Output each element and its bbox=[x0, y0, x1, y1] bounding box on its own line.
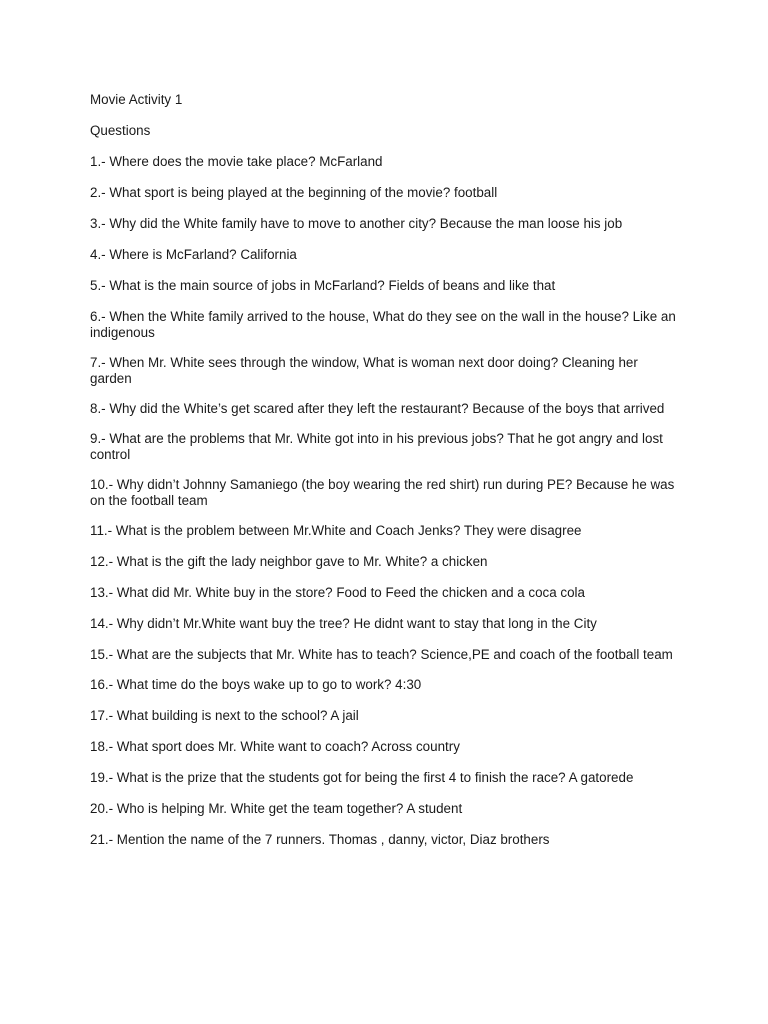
question-item-4: 4.- Where is McFarland? California bbox=[90, 247, 297, 262]
question-item-6: 6.- When the White family arrived to the house, What do they see on the wall in the house? Like an indigenous bbox=[90, 309, 676, 340]
question-item-8: 8.- Why did the White’s get scared after they left the restaurant? Because of the boys that arrived bbox=[90, 401, 665, 416]
question-item-19: 19.- What is the prize that the students got for being the first 4 to finish the race? A gatorede bbox=[90, 770, 634, 785]
question-item-15: 15.- What are the subjects that Mr. White has to teach? Science,PE and coach of the football team bbox=[90, 647, 673, 662]
question-item-20: 20.- Who is helping Mr. White get the team together? A student bbox=[90, 801, 463, 816]
question-item-21: 21.- Mention the name of the 7 runners. Thomas , danny, victor, Diaz brothers bbox=[90, 832, 550, 847]
question-item-16: 16.- What time do the boys wake up to go to work? 4:30 bbox=[90, 677, 422, 692]
question-item-2: 2.- What sport is being played at the beginning of the movie? football bbox=[90, 185, 498, 200]
question-item-13: 13.- What did Mr. White buy in the store? Food to Feed the chicken and a coca cola bbox=[90, 585, 585, 600]
document-body bbox=[90, 92, 680, 863]
question-item-3: 3.- Why did the White family have to move to another city? Because the man loose his job bbox=[90, 216, 623, 231]
question-item-14: 14.- Why didn’t Mr.White want buy the tree? He didnt want to stay that long in the City bbox=[90, 616, 597, 631]
question-item-17: 17.- What building is next to the school? A jail bbox=[90, 708, 359, 723]
question-item-11: 11.- What is the problem between Mr.White and Coach Jenks? They were disagree bbox=[90, 523, 582, 538]
question-item-10: 10.- Why didn’t Johnny Samaniego (the boy wearing the red shirt) run during PE? Because he was on the football team bbox=[90, 477, 675, 508]
question-item-18: 18.- What sport does Mr. White want to coach? Across country bbox=[90, 739, 460, 754]
question-item-12: 12.- What is the gift the lady neighbor gave to Mr. White? a chicken bbox=[90, 554, 488, 569]
section-heading: Questions bbox=[90, 123, 151, 138]
question-item-7: 7.- When Mr. White sees through the window, What is woman next door doing? Cleaning her garden bbox=[90, 355, 638, 386]
question-item-1: 1.- Where does the movie take place? McFarland bbox=[90, 154, 383, 169]
document-title: Movie Activity 1 bbox=[90, 92, 183, 107]
question-item-5: 5.- What is the main source of jobs in McFarland? Fields of beans and like that bbox=[90, 278, 556, 293]
question-item-9: 9.- What are the problems that Mr. White got into in his previous jobs? That he got angry and lost control bbox=[90, 431, 663, 462]
